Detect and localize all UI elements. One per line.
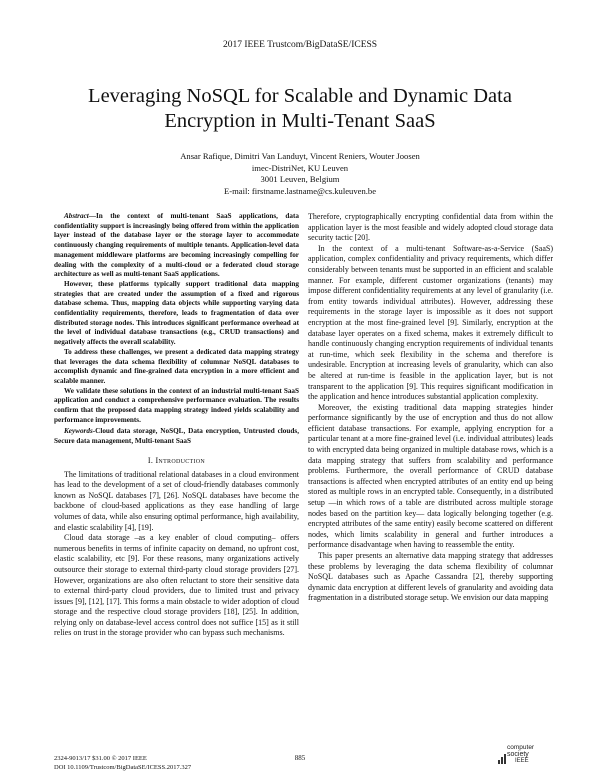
- right-paragraph-3: Moreover, the existing traditional data mapping strategies hinder performance significantly by the use of encryption and thus do not allow efficient database transactions. For example, applying encryption for a particular tenant at a more fine-grained level (i.e. individual attributes) leads to with encrypted data being organized in multiple database rows, which is a data mapping strategy that suffers from scalability and performance problems. Furthermore, the overall performance of CRUD database transactions is affected when encrypted attributes of an entity end up being stored as multiple rows in an encrypted table. Consequently, in a distributed setup —in which rows of a table are distributed across multiple storage nodes based on the partition key— data logically belonging together (e.g. encrypted attributes of the same entity) easily become scattered on different nodes, which limits scalability in general and further introduces a performance disadvantage when having to reassemble the entity.: [308, 402, 553, 550]
- author-affiliation: imec-DistriNet, KU Leuven: [251, 162, 349, 173]
- right-column: [308, 212, 553, 604]
- right-paragraph-2: In the context of a multi-tenant Software-as-a-Service (SaaS) application, complex confidentiality and privacy requirements, which differ considerably between tenants must be supported in an efficient and scalable manner. For example, different customer organizations (tenants) may impose different confidentiality requirements at any level of granularity (i.e. from entity towards individual attributes). However, addressing these requirements in the storage layer is impossible as it does not support encryption at the most fine-grained level [9]. Similarly, encryption at the database layer operates on a fixed schema, makes it extremely difficult to handle continuously changing encryption requirements of individual tenants at run-time, which seek flexibility in the schema and therefore is undesirable. Encryption at increasing levels of granularity, which can also be altered at run-time is feasible in the application layer, but is not transparent to the application [9]. This requires significant modification in the application and hence introduces substantial application complexity.: [308, 243, 553, 402]
- intro-paragraph-1: The limitations of traditional relational databases in a cloud environment has lead to the development of a set of cloud-friendly databases commonly known as NoSQL databases [7], [26]. NoSQL databases have become the backbone of cloud-based applications as they ease handling of large volumes of data, while also ensuring optimal performance, high availability, and elastic scalability [4], [19].: [54, 469, 299, 532]
- logo-text-society: society: [507, 751, 529, 758]
- author-names: Ansar Rafique, Dimitri Van Landuyt, Vincent Reniers, Wouter Joosen: [180, 151, 420, 161]
- author-email: E-mail: firstname.lastname@cs.kuleuven.be: [223, 185, 377, 196]
- section-heading-introduction: I. Introduction: [147, 455, 206, 465]
- right-paragraph-1: Therefore, cryptographically encrypting confidential data from within the application layer is the most feasible and widely adopted cloud storage data security tactic [20].: [308, 212, 553, 243]
- paper-title: Leveraging NoSQL for Scalable and Dynamic Data Encryption in Multi-Tenant SaaS: [88, 85, 512, 132]
- abstract-p1: Abstract—In the context of multi-tenant SaaS applications, data confidentiality support is increasingly being offered from within the application layer instead of the database layer or the storage layer to accommodate continuously changing requirements of multiple tenants. Application-level data management middleware platforms are becoming increasingly compelling for dealing with the complexity of a multi-cloud or a federated cloud storage architecture as well as multi-tenant SaaS applications.: [54, 212, 299, 279]
- author-block: [0, 151, 600, 197]
- intro-paragraph-2: Cloud data storage –as a key enabler of cloud computing– offers numerous benefits in terms of infinite capacity on demand, no upfront cost, elastic scalability, etc [9]. For these reasons, many organizations actively outsource their storage to external third-party cloud storage providers [27]. However, organizations are also often reluctant to store their sensitive data to external third-party cloud providers, due to limited trust and privacy issues [9], [12], [17]. This forms a main obstacle to wider adoption of cloud storage and the respective cloud storage providers [18], [25]. In addition, relying only on database-level access control does not suffice [15] as it still relies on trust in the storage provider who can bypass such mechanisms.: [54, 533, 299, 638]
- right-paragraph-4: This paper presents an alternative data mapping strategy that addresses these problems by leveraging the data schema flexibility of columnar NoSQL databases such as Apache Cassandra [2], thereby supporting dynamic data encryption at different levels of granularity and avoiding data fragmentation in a distributed storage setup. We envision our data mapping: [308, 551, 553, 603]
- left-column: [54, 212, 299, 639]
- logo-text-ieee: IEEE: [515, 758, 529, 764]
- abstract-p3: To address these challenges, we present a dedicated data mapping strategy that leverages the data schema flexibility of columnar NoSQL databases to accomplish dynamic and fine-grained data encryption in a more efficient and scalable manner.: [54, 347, 299, 385]
- author-address: 3001 Leuven, Belgium: [260, 174, 340, 184]
- abstract-p2: However, these platforms typically support traditional data mapping strategies that are created under the assumption of a fixed and rigorous database schema. Thus, mapping data objects while supporting varying data confidentiality requirements, therefore, leads to fragmentation of data over distributed storage nodes. This introduces significant performance overhead at the level of individual database transactions (e.g., CRUD transactions) and negatively affects the overall scalability.: [54, 279, 299, 347]
- keywords: Keywords-Cloud data storage, NoSQL, Data encryption, Untrusted clouds, Secure data management, Multi-tenant SaaS: [54, 427, 299, 446]
- conference-header: 2017 IEEE Trustcom/BigDataSE/ICESS: [222, 40, 378, 50]
- logo-bars-icon: [498, 746, 507, 764]
- abstract-lead: Abstract: [64, 212, 89, 220]
- abstract-p4: We validate these solutions in the context of an industrial multi-tenant SaaS application and conduct a comprehensive performance evaluation. The results confirm that the proposed data mapping strategy indeed yields scalability and performance improvements.: [54, 386, 299, 424]
- computer-society-logo: [494, 744, 550, 766]
- footer-issn: 2324-9013/17 $31.00 © 2017 IEEE: [54, 755, 147, 762]
- footer-doi: DOI 10.1109/Trustcom/BigDataSE/ICESS.2017.327: [54, 764, 192, 771]
- logo-text-computer: computer: [507, 744, 535, 751]
- keywords-lead: Keywords: [64, 427, 93, 436]
- page-number: 885: [294, 754, 306, 762]
- abstract: [54, 212, 299, 425]
